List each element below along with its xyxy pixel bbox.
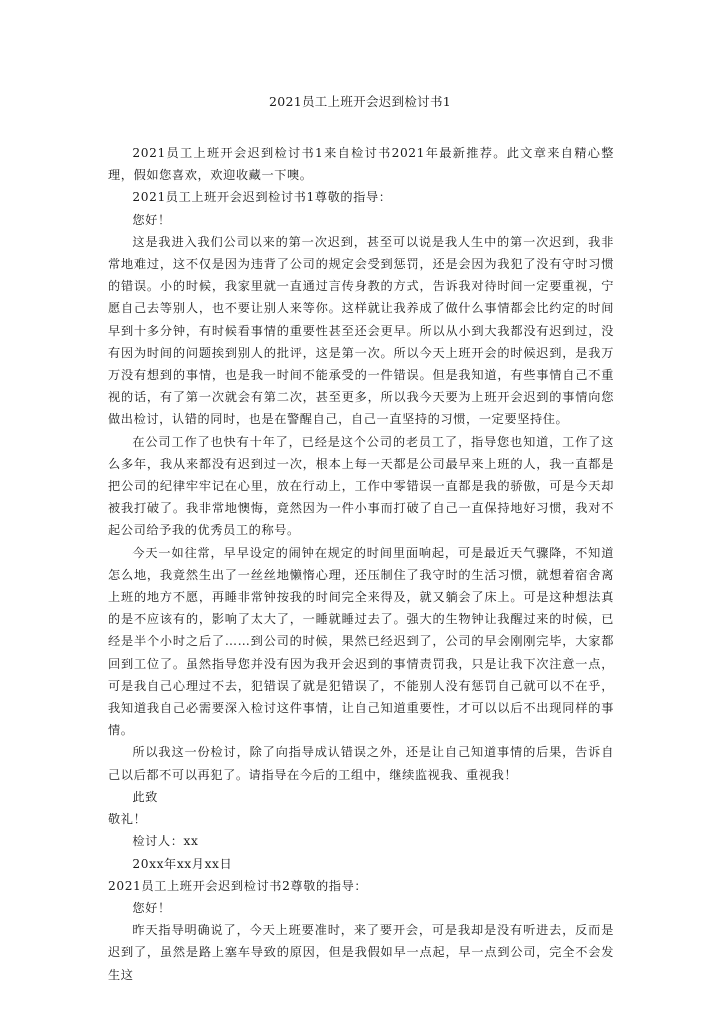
paragraph: 您好！ (132, 212, 171, 227)
paragraph: 在公司工作了也快有十年了，已经是这个公司的老员工了，指导您也知道，工作了这么多年，我从来都没有迟到过一次，根本上每一天都是公司最早来上班的人，我一直都是把公司的纪律牢牢记在心里，放在行动上，工作中零错误一直都是我的骄傲，可是今天却被我打破了。我非常地懊悔，竟然因为一件小事而打破了自己一直保持地好习惯，我对不起公司给予我的优秀员工的称号。 (108, 434, 614, 538)
paragraph: 此致 (132, 789, 158, 804)
paragraph: 所以我这一份检讨，除了向指导成认错误之外，还是让自己知道事情的后果，告诉自己以后都不可以再犯了。请指导在今后的工组中，继续监视我、重视我！ (108, 745, 614, 782)
document-title: 2021员工上班开会迟到检讨书1 (268, 94, 452, 109)
document-body (108, 142, 614, 986)
paragraph: 敬礼！ (108, 812, 147, 827)
paragraph: 今天一如往常，早早设定的闹钟在规定的时间里面响起，可是最近天气骤降，不知道怎么地，我竟然生出了一丝丝地懒惰心理，还压制住了我守时的生活习惯，就想着宿舍离上班的地方不愿，再睡非常钟按我的时间完全来得及，就又躺会了床上。可是这种想法真的是不应该有的，影响了太大了，一睡就睡过去了。强大的生物钟让我醒过来的时候，已经是半个小时之后了……到公司的时候，果然已经迟到了，公司的早会刚刚完毕，大家都回到工位了。虽然指导您并没有因为我开会迟到的事情责罚我，只是让我下次注意一点，可是我自己心理过不去，犯错误了就是犯错误了，不能别人没有惩罚自己就可以不在乎，我知道我自己必需要深入检讨这件事情，让自己知道重要性，才可以以后不出现同样的事情。 (108, 545, 614, 738)
paragraph: 检讨人：xx (132, 834, 199, 849)
paragraph: 这是我进入我们公司以来的第一次迟到，甚至可以说是我人生中的第一次迟到，我非常地难过，这不仅是因为违背了公司的规定会受到惩罚，还是会因为我犯了没有守时习惯的错误。小的时候，我家里就一直通过言传身教的方式，告诉我对待时间一定要重视，宁愿自己去等别人，也不要让别人来等你。这样就让我养成了做什么事情都会比约定的时间早到十多分钟，有时候看事情的重要性甚至还会更早。所以从小到大我都没有迟到过，没有因为时间的问题挨到别人的批评，这是第一次。所以今天上班开会的时候迟到，是我万万没有想到的事情，也是我一时间不能承受的一件错误。但是我知道，有些事情自己不重视的话，有了第一次就会有第二次，甚至更多，所以我今天要为上班开会迟到的事情向您做出检讨，认错的同时，也是在警醒自己，自己一直坚持的习惯，一定要坚持住。 (108, 234, 614, 427)
paragraph: 2021员工上班开会迟到检讨书1来自检讨书2021年最新推荐。此文章来自精心整理，假如您喜欢，欢迎收藏一下噢。 (108, 146, 614, 183)
paragraph: 2021员工上班开会迟到检讨书2尊敬的指导： (108, 878, 368, 893)
paragraph: 2021员工上班开会迟到检讨书1尊敬的指导： (132, 190, 392, 205)
paragraph: 昨天指导明确说了，今天上班要准时，来了要开会，可是我却是没有听进去，反而是迟到了，虽然是路上塞车导致的原因，但是我假如早一点起，早一点到公司，完全不会发生这 (108, 923, 614, 982)
paragraph: 您好！ (132, 900, 171, 915)
paragraph: 20xx年xx月xx日 (132, 856, 233, 871)
